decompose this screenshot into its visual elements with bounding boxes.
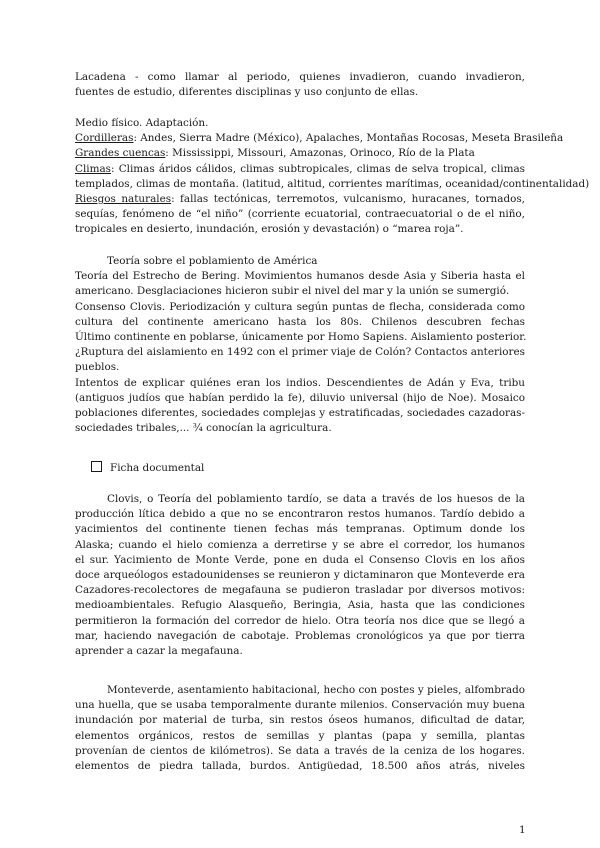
- riesgos-label: Riesgos naturales: [75, 192, 172, 205]
- text-line: (antiguos judíos que habían perdido la fe), diluvio universal (hijo de Noe). Mosaico: [75, 391, 525, 404]
- riesgos-text: : fallas tectónicas, terremotos, vulcanismo, huracanes, tornados,: [171, 192, 525, 205]
- text-line: Lacadena - como llamar al periodo, quienes invadieron, cuando invadieron,: [75, 71, 525, 83]
- clovis-paragraph: [75, 492, 525, 659]
- text-line: Alaska; cuando el hielo comienza a derretirse y se abre el corredor, los humanos: [75, 538, 525, 551]
- cordilleras-text: : Andes, Sierra Madre (México), Apalaches, Montañas Rocosas, Meseta Brasileña: [133, 132, 564, 145]
- section-heading: Teoría sobre el poblamiento de América: [107, 255, 318, 267]
- text-line: fuentes de estudio, diferentes disciplinas y uso conjunto de ellas.: [75, 86, 419, 99]
- text-line: Último continente en poblarse, únicamente por Homo Sapiens. Aislamiento posterior.: [75, 330, 527, 343]
- cuencas-text: : Mississippi, Missouri, Amazonas, Orinoco, Río de la Plata: [165, 147, 475, 160]
- text-line: inundación por material de turba, sin restos óseos humanos, dificultad de datar,: [75, 714, 525, 727]
- text-line: Cazadores-recolectores de megafauna se pudieron trasladar por diversos motivos:: [75, 584, 525, 597]
- cordilleras-label: Cordilleras: [75, 132, 134, 145]
- text-line: provenían de cientos de kilómetros). Se data a través de la ceniza de los hogares.: [75, 744, 525, 757]
- text-line: pueblos.: [75, 361, 120, 374]
- cuencas-label: Grandes cuencas: [75, 147, 166, 160]
- text-line: aprender a cazar la megafauna.: [75, 644, 243, 657]
- section-heading: Medio físico. Adaptación.: [75, 117, 209, 129]
- text-line: templados, climas de montaña. (latitud, altitud, corrientes marítimas, oceanidad/continentalidad): [75, 177, 590, 190]
- teoria-section: [75, 254, 525, 436]
- text-line: el sur. Yacimiento de Monte Verde, pone en duda el Consenso Clovis en los años: [75, 553, 525, 566]
- text-line: sequías, fenómeno de “el niño” (corriente ecuatorial, contraecuatorial o de el niño,: [75, 208, 525, 221]
- text-line: cultura del continente americano hasta los 80s. Chilenos descubren fechas: [75, 315, 525, 328]
- text-line: tropicales en desierto, inundación, erosión y devastación) o “marea roja”.: [75, 223, 464, 236]
- climas-label: Climas: [75, 162, 111, 175]
- text-line: ¿Ruptura del aislamiento en 1492 con el primer viaje de Colón? Contactos anteriores: [75, 346, 525, 359]
- page-number: 1: [519, 824, 526, 836]
- climas-line: [75, 162, 525, 177]
- text-line: producción lítica debido a que no se encontraron restos humanos. Tardío debido a: [75, 508, 525, 521]
- cordilleras-line: [75, 131, 564, 146]
- text-line: elementos de piedra tallada, burdos. Antigüedad, 18.500 años atrás, niveles: [75, 759, 525, 772]
- text-line: mar, haciendo navegación de cabotaje. Problemas cronológicos ya que por tierra: [75, 629, 525, 642]
- climas-text: : Climas áridos cálidos, climas subtropicales, climas de selva tropical, climas: [110, 162, 525, 175]
- text-line: doce arqueólogos estadounidenses se reunieron y dictaminaron que Monteverde era: [75, 568, 525, 581]
- text-line: Monteverde, asentamiento habitacional, hecho con postes y pieles, alfombrado: [107, 684, 525, 696]
- text-line: elementos orgánicos, restos de semillas y plantas (papa y semilla, plantas: [75, 729, 525, 742]
- text-line: permitieron la formación del corredor de hielo. Otra teoría nos dice que se llegó a: [75, 614, 525, 627]
- text-line: una huella, que se usaba temporalmente durante milenios. Conservación muy buena: [75, 699, 525, 712]
- text-line: Teoría del Estrecho de Bering. Movimientos humanos desde Asia y Siberia hasta el: [75, 270, 525, 283]
- text-line: americano. Desglaciaciones hicieron subir el nivel del mar y la unión se sumergió.: [75, 285, 510, 298]
- ficha-item: [75, 461, 525, 476]
- text-line: yacimientos del continente tienen fechas más tempranas. Optimum donde los: [75, 523, 525, 536]
- text-line: poblaciones diferentes, sociedades complejas y estratificadas, sociedades cazadoras-: [75, 406, 525, 419]
- riesgos-line: [75, 192, 525, 207]
- text-line: sociedades tribales,... ¾ conocían la agricultura.: [75, 422, 332, 435]
- cuencas-line: [75, 146, 525, 161]
- intro-paragraph: [75, 70, 525, 100]
- medio-fisico-section: [75, 116, 590, 238]
- text-line: Consenso Clovis. Periodización y cultura según puntas de flecha, considerada como: [75, 300, 525, 313]
- monteverde-paragraph: [75, 683, 525, 774]
- text-line: medioambientales. Refugio Alasqueño, Beringia, Asia, hasta que las condiciones: [75, 599, 525, 612]
- text-line: Intentos de explicar quiénes eran los indios. Descendientes de Adán y Eva, tribu: [75, 376, 525, 389]
- text-line: Clovis, o Teoría del poblamiento tardío, se data a través de los huesos de la: [107, 493, 525, 505]
- checkbox-icon[interactable]: [91, 461, 102, 472]
- ficha-label: Ficha documental: [110, 462, 205, 474]
